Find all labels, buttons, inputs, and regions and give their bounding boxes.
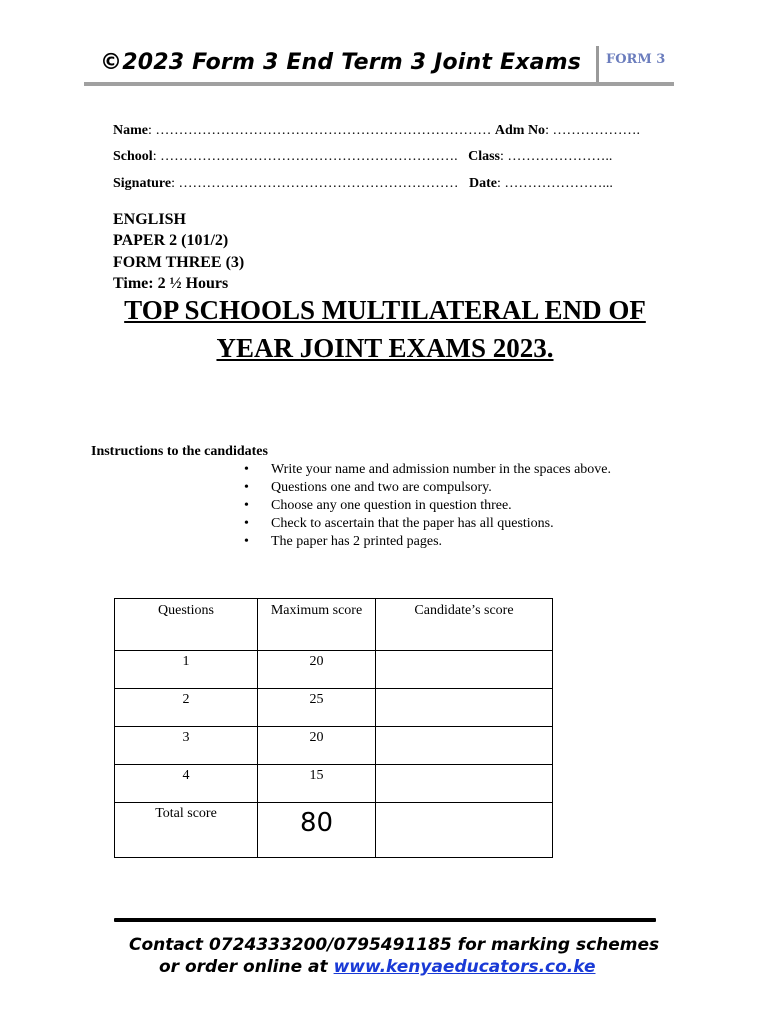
bullet: •: [244, 462, 249, 477]
paper-code: PAPER 2 (101/2): [113, 232, 229, 249]
candidate-score-cell[interactable]: [376, 727, 553, 765]
candidate-score-cell[interactable]: [376, 689, 553, 727]
instruction-item: • Questions one and two are compulsory.: [244, 480, 492, 495]
question-number: 2: [115, 689, 258, 727]
table-row: [115, 651, 553, 689]
instructions-heading: Instructions to the candidates: [91, 444, 268, 459]
instructions-list: [244, 461, 611, 551]
header-max-score: Maximum score: [258, 599, 376, 651]
header-title: ©2023 Form 3 End Term 3 Joint Exams: [100, 50, 582, 75]
exam-title-line2: YEAR JOINT EXAMS 2023.: [216, 333, 554, 363]
name-field[interactable]: : ………………………………………………………………: [148, 123, 492, 138]
total-row: [115, 803, 553, 858]
header-candidate-score: Candidate’s score: [376, 599, 553, 651]
bullet: •: [244, 480, 249, 495]
footer-contact: Contact 0724333200/0795491185 for marking schemes: [129, 935, 660, 955]
signature-field[interactable]: : ……………………………………………………: [171, 176, 459, 191]
bullet: •: [244, 498, 249, 513]
time-allowed: Time: 2 ½ Hours: [113, 275, 229, 292]
instruction-item: • Choose any one question in question three.: [244, 498, 512, 513]
question-number: 4: [115, 765, 258, 803]
class-label: Class: [468, 149, 500, 164]
class-field[interactable]: : …………………..: [499, 149, 613, 164]
total-value: 80: [299, 808, 334, 838]
total-label: Total score: [115, 803, 258, 858]
form-badge: FORM 3: [606, 52, 666, 67]
exam-title-line1: TOP SCHOOLS MULTILATERAL END OF: [124, 295, 646, 325]
header-rule: [84, 82, 674, 86]
subject-name: ENGLISH: [113, 211, 186, 228]
bullet: •: [244, 534, 249, 549]
footer-order-text: or order online at: [159, 957, 334, 977]
candidate-score-cell[interactable]: [376, 651, 553, 689]
header-questions: Questions: [115, 599, 258, 651]
score-table: [114, 598, 553, 858]
name-adm-row: [113, 123, 640, 139]
signature-label: Signature: [113, 176, 172, 191]
max-score: 20: [258, 651, 376, 689]
question-number: 1: [115, 651, 258, 689]
table-row: [115, 765, 553, 803]
candidate-score-cell[interactable]: [376, 765, 553, 803]
name-label: Name: [113, 123, 148, 138]
table-row: [115, 727, 553, 765]
school-label: School: [113, 149, 153, 164]
max-score: 20: [258, 727, 376, 765]
question-number: 3: [115, 727, 258, 765]
signature-date-row: [113, 176, 613, 192]
bullet: •: [244, 516, 249, 531]
total-candidate-cell[interactable]: [376, 803, 553, 858]
adm-field[interactable]: : ……………….: [545, 123, 640, 138]
table-header-row: [115, 599, 553, 651]
school-class-row: [113, 149, 612, 165]
header-divider: [596, 46, 599, 84]
instruction-item: • Check to ascertain that the paper has all questions.: [244, 516, 554, 531]
website-link[interactable]: www.kenyaeducators.co.ke: [333, 957, 596, 977]
instruction-item: • Write your name and admission number in the spaces above.: [244, 462, 612, 477]
total-max: [258, 803, 376, 858]
form-level: FORM THREE (3): [113, 254, 245, 271]
adm-label: Adm No: [494, 123, 546, 138]
max-score: 15: [258, 765, 376, 803]
table-row: [115, 689, 553, 727]
date-field[interactable]: : …………………...: [496, 176, 613, 191]
date-label: Date: [468, 176, 497, 191]
instruction-item: • The paper has 2 printed pages.: [244, 534, 443, 549]
max-score: 25: [258, 689, 376, 727]
footer-rule: [114, 918, 656, 922]
school-field[interactable]: : ……………………………………………………….: [152, 149, 458, 164]
footer-order-line: [159, 957, 596, 977]
